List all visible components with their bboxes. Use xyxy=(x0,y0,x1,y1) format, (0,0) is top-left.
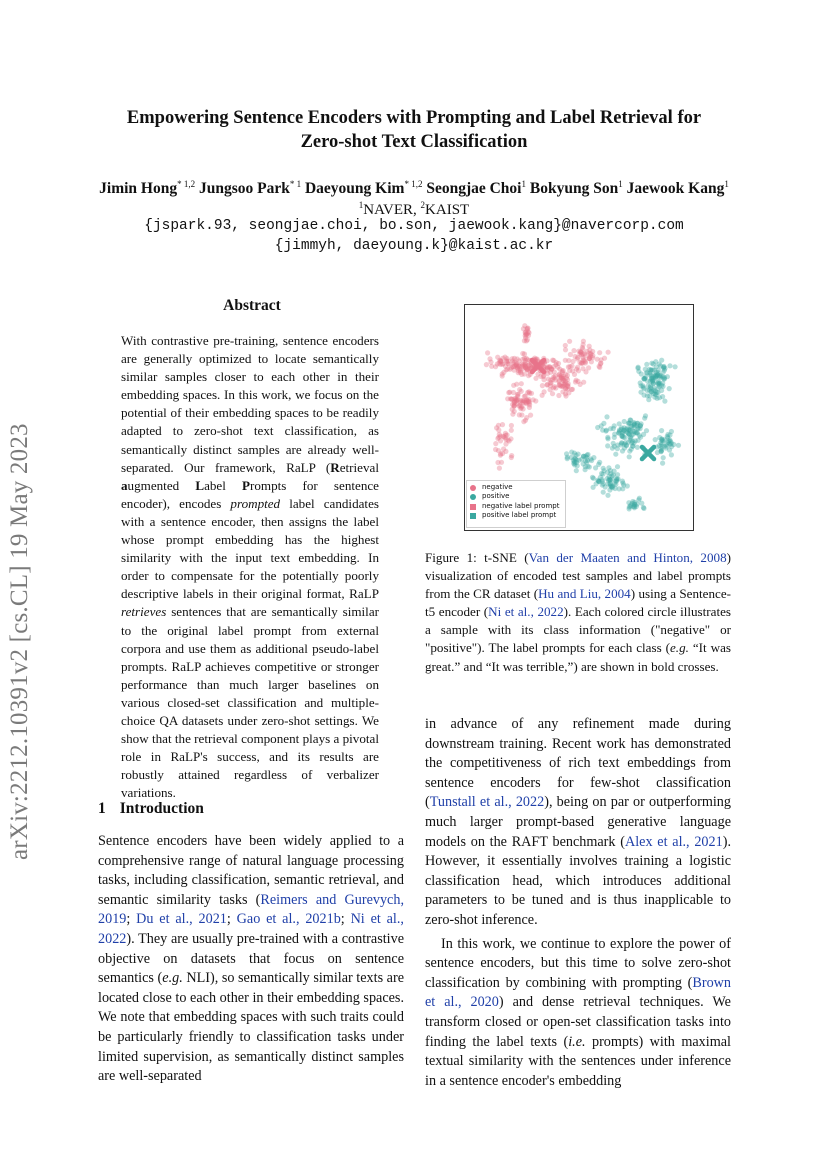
legend-label: positive xyxy=(482,492,510,501)
emphasis: prompted xyxy=(230,495,281,511)
scatter-point xyxy=(565,455,570,460)
scatter-point xyxy=(556,393,561,398)
citation-link[interactable]: Ni et al., 2022 xyxy=(98,911,404,947)
intro-text-part: Sentence encoders have been widely applied to a comprehensive range of natural language processing tasks, including classification, semantic retrieval, and semantic similarity tasks ( xyxy=(98,833,404,908)
scatter-point xyxy=(605,493,610,498)
citation-link[interactable]: Brown et al., 2020 xyxy=(425,974,731,1011)
scatter-point xyxy=(617,421,622,426)
scatter-point xyxy=(635,445,640,450)
scatter-point xyxy=(643,367,648,372)
scatter-point xyxy=(498,451,503,456)
scatter-point xyxy=(638,390,643,395)
introduction-text xyxy=(98,832,404,1087)
scatter-point xyxy=(542,389,547,394)
scatter-point xyxy=(553,385,558,390)
scatter-point xyxy=(660,461,665,466)
scatter-point xyxy=(622,428,627,433)
scatter-point xyxy=(636,497,641,502)
scatter-point xyxy=(493,441,498,446)
scatter-point xyxy=(613,486,618,491)
scatter-point xyxy=(567,364,572,369)
body-text-part: ), being on par or outperforming much larger prompt-based generative language models on the RAFT benchmark ( xyxy=(425,794,731,850)
scatter-point xyxy=(495,460,500,465)
scatter-point xyxy=(601,466,606,471)
scatter-point xyxy=(676,443,681,448)
legend-marker xyxy=(470,494,476,500)
emphasis: e.g. xyxy=(162,970,183,987)
scatter-point xyxy=(585,464,590,469)
scatter-point xyxy=(622,419,627,424)
scatter-point xyxy=(639,371,644,376)
scatter-point xyxy=(568,352,573,357)
emphasis: e.g. xyxy=(670,640,689,656)
scatter-point xyxy=(653,392,658,397)
scatter-point xyxy=(649,386,654,391)
scatter-point xyxy=(563,347,568,352)
scatter-point xyxy=(642,376,647,381)
scatter-point xyxy=(563,372,568,377)
scatter-point xyxy=(571,359,576,364)
scatter-point xyxy=(569,450,574,455)
caption-text-part: “It was great.” and “It was terrible,”) are shown in bold crosses. xyxy=(425,640,731,674)
arxiv-stamp: arXiv:2212.10391v2 [cs.CL] 19 May 2023 xyxy=(6,423,33,860)
intro-text-part: NLI), so semantically similar texts are located close to each other in their embedding spaces. We note that embedding spaces with such traits could be particularly friendly to classification tasks under limited supervision, as semantically distinct samples are well-separated xyxy=(98,970,405,1085)
author-affiliation-mark: * 1,2 xyxy=(404,179,423,189)
section-number: 1 xyxy=(98,800,106,817)
acronym-letter: P xyxy=(242,477,251,493)
citation-link[interactable]: Hu and Liu, 2004 xyxy=(538,586,631,602)
scatter-point xyxy=(593,465,598,470)
body-text-part: ) and dense retrieval techniques. We transform closed or open-set classification tasks into finding the label texts ( xyxy=(425,994,731,1050)
scatter-point xyxy=(589,458,594,463)
scatter-point xyxy=(665,432,670,437)
legend-marker xyxy=(470,504,476,510)
scatter-point xyxy=(523,400,528,405)
scatter-point xyxy=(500,373,505,378)
scatter-point xyxy=(653,437,658,442)
scatter-point xyxy=(566,358,571,363)
title-line-2: Zero-shot Text Classification xyxy=(300,132,528,152)
scatter-point xyxy=(656,367,661,372)
scatter-point xyxy=(545,382,550,387)
scatter-point xyxy=(533,376,538,381)
scatter-point xyxy=(634,423,639,428)
scatter-point xyxy=(503,441,508,446)
scatter-point xyxy=(495,361,500,366)
paragraph xyxy=(425,935,731,1092)
scatter-point xyxy=(620,481,625,486)
scatter-point xyxy=(574,468,579,473)
legend-item-positive xyxy=(470,492,562,501)
citation-link[interactable]: Du et al., 2021 xyxy=(136,911,227,928)
author-name: Seongjae Choi xyxy=(426,180,522,198)
scatter-point xyxy=(551,358,556,363)
scatter-point xyxy=(653,359,658,364)
abstract-text-part: label candidates with a sentence encoder, then assigns the label whose prompt embedding has the highest similarity with the input text embedding. In order to compensate for the potentially poorly descriptive labels in their original format, RaLP xyxy=(121,495,379,602)
scatter-point xyxy=(493,447,498,452)
section-heading-introduction xyxy=(98,800,204,818)
scatter-point xyxy=(599,357,604,362)
scatter-point xyxy=(662,437,667,442)
email-line-naver[interactable]: {jspark.93, seongjae.choi, bo.son, jaewook.kang}@navercorp.com xyxy=(144,218,684,234)
scatter-point xyxy=(509,428,514,433)
scatter-point xyxy=(620,486,625,491)
scatter-point xyxy=(659,383,664,388)
scatter-point xyxy=(580,351,585,356)
author-name: Jaewook Kang xyxy=(626,180,725,198)
affiliation-mark: 1 xyxy=(358,200,364,210)
abstract-text-part: etrieval xyxy=(339,459,379,475)
scatter-point xyxy=(533,398,538,403)
legend-item-negative-prompt xyxy=(470,502,562,511)
scatter-point xyxy=(597,350,602,355)
abstract-text-part: rompts for sentence encoder), encodes xyxy=(121,477,379,511)
scatter-point xyxy=(603,484,608,489)
abstract-text-part: With contrastive pre-training, sentence encoders are generally optimized to locate semantically similar samples closer to each other in their embedding spaces. In this work, we focus on the potential of their embedding spaces to be readily adapted to zero-shot text classification, as semantically distinct samples are already well-separated. Our framework, RaLP ( xyxy=(121,333,379,475)
caption-text-part: ) visualization of encoded test samples and label prompts from the CR dataset ( xyxy=(425,550,731,602)
author-name: Jimin Hong xyxy=(99,180,178,198)
scatter-point xyxy=(518,400,523,405)
scatter-point xyxy=(608,481,613,486)
intro-text-part: ). They are usually pre-trained with a contrastive objective on datasets that focus on sentence semantics ( xyxy=(98,930,404,987)
right-column-text xyxy=(425,715,731,1091)
body-text-part: ). However, it essentially involves training a logistic classification head, which introduces additional parameters to be tuned and is thus inapplicable to zero-shot inference. xyxy=(425,833,731,928)
scatter-point xyxy=(589,359,594,364)
citation-link[interactable]: Reimers and Gurevych, 2019 xyxy=(98,891,404,928)
scatter-point xyxy=(604,414,609,419)
figure-caption xyxy=(425,549,731,676)
scatter-point xyxy=(627,449,632,454)
scatter-point xyxy=(597,460,602,465)
scatter-point xyxy=(657,374,662,379)
scatter-point xyxy=(585,452,590,457)
scatter-point xyxy=(647,370,652,375)
scatter-point xyxy=(620,448,625,453)
scatter-point xyxy=(631,440,636,445)
scatter-point xyxy=(565,384,570,389)
caption-text-part: Figure 1: t-SNE ( xyxy=(425,550,529,565)
scatter-point xyxy=(528,413,533,418)
scatter-point xyxy=(667,363,672,368)
citation-link[interactable]: Tunstall et al., 2022 xyxy=(429,794,545,811)
author-affiliation-mark: 1 xyxy=(618,179,623,189)
scatter-point xyxy=(626,420,631,425)
scatter-point xyxy=(662,366,667,371)
scatter-point xyxy=(519,381,524,386)
affiliation-mark: 2 xyxy=(420,200,426,210)
section-title: Introduction xyxy=(119,800,204,817)
scatter-point xyxy=(601,490,606,495)
scatter-point xyxy=(667,386,672,391)
scatter-point xyxy=(650,378,655,383)
intro-text-part: ; xyxy=(226,911,237,928)
scatter-point xyxy=(622,435,627,440)
scatter-point xyxy=(512,403,517,408)
scatter-point xyxy=(638,380,643,385)
scatter-point xyxy=(600,477,605,482)
scatter-point xyxy=(510,356,515,361)
scatter-point xyxy=(509,423,514,428)
abstract-text xyxy=(121,332,379,802)
scatter-point xyxy=(611,441,616,446)
scatter-point xyxy=(511,390,516,395)
author-affiliation-mark: * 1,2 xyxy=(177,179,196,189)
scatter-point xyxy=(497,466,502,471)
scatter-point xyxy=(617,430,622,435)
scatter-point xyxy=(522,338,527,343)
scatter-point xyxy=(489,364,494,369)
citation-link[interactable]: Alex et al., 2021 xyxy=(624,833,723,850)
abstract-text-part: ugmented xyxy=(127,477,196,493)
scatter-point xyxy=(540,383,545,388)
scatter-point xyxy=(636,365,641,370)
title-line-1: Empowering Sentence Encoders with Prompting and Label Retrieval for xyxy=(126,108,702,128)
email-line-kaist[interactable]: {jimmyh, daeyoung.k}@kaist.ac.kr xyxy=(274,238,554,254)
scatter-point xyxy=(605,443,610,448)
scatter-point xyxy=(571,348,576,353)
scatter-point xyxy=(512,409,517,414)
acronym-letter: R xyxy=(330,459,340,475)
scatter-point xyxy=(576,379,581,384)
scatter-point xyxy=(503,355,508,360)
scatter-point xyxy=(662,376,667,381)
legend-label: negative xyxy=(482,483,513,491)
scatter-point xyxy=(523,365,528,370)
scatter-point xyxy=(546,376,551,381)
citation-link[interactable]: Van der Maaten and Hinton, 2008 xyxy=(528,550,727,565)
scatter-point xyxy=(590,353,595,358)
scatter-point xyxy=(485,350,490,355)
scatter-point xyxy=(571,461,576,466)
intro-text-part: ; xyxy=(126,911,137,928)
author-affiliation-mark: 1 xyxy=(724,179,729,189)
acronym-letter: L xyxy=(195,477,205,493)
scatter-point xyxy=(673,364,678,369)
scatter-point xyxy=(528,364,533,369)
paragraph xyxy=(425,715,731,931)
acronym-letter: a xyxy=(121,477,128,493)
scatter-point xyxy=(659,428,664,433)
scatter-point xyxy=(612,432,617,437)
scatter-point xyxy=(501,446,506,451)
scatter-point xyxy=(634,430,639,435)
scatter-point xyxy=(661,455,666,460)
scatter-point xyxy=(570,387,575,392)
author-name: Jungsoo Park xyxy=(198,180,290,198)
scatter-point xyxy=(581,342,586,347)
scatter-point xyxy=(484,362,489,367)
citation-link[interactable]: Gao et al., 2021b xyxy=(236,911,341,928)
author-affiliation-mark: * 1 xyxy=(289,179,302,189)
scatter-point xyxy=(573,453,578,458)
scatter-point xyxy=(501,434,506,439)
scatter-point xyxy=(627,454,632,459)
citation-link[interactable]: Ni et al., 2022 xyxy=(488,604,564,620)
scatter-point xyxy=(519,412,524,417)
emphasis: retrieves xyxy=(121,604,167,620)
scatter-point xyxy=(567,339,572,344)
scatter-point xyxy=(669,452,674,457)
author-affiliation-mark: 1 xyxy=(521,179,526,189)
scatter-point xyxy=(523,331,528,336)
paper-title xyxy=(90,106,738,154)
body-text-part: In this work, we continue to explore the power of sentence encoders, but this time to solve zero-shot classification by combining with prompting ( xyxy=(425,935,731,991)
legend-label: positive label prompt xyxy=(482,511,557,520)
scatter-point xyxy=(601,421,606,426)
author-name: Bokyung Son xyxy=(529,180,619,198)
scatter-point xyxy=(541,377,546,382)
scatter-point xyxy=(505,367,510,372)
scatter-point xyxy=(582,358,587,363)
emphasis: i.e. xyxy=(568,1033,586,1050)
scatter-point xyxy=(560,378,565,383)
legend-marker xyxy=(470,513,476,519)
author-name: Daeyoung Kim xyxy=(304,180,405,198)
body-text-part: prompts) with maximal textual similarity with the sentences under inference in a sentence encoder's embedding xyxy=(425,1033,731,1089)
abstract-text-part: sentences that are semantically similar to the original label prompt from external corpora and use them as additional pseudo-label prompts. RaLP achieves competitive or stronger performance than much larger baselines on various closed-set classification and multiple-choice QA datasets under zero-shot settings. We show that the retrieval component plays a pivotal role in RaLP's success, and its results are robustly attained regardless of verbalizer variations. xyxy=(121,604,379,801)
scatter-point xyxy=(619,441,624,446)
scatter-point xyxy=(519,389,524,394)
scatter-point xyxy=(557,372,562,377)
scatter-point xyxy=(552,375,557,380)
scatter-point xyxy=(614,476,619,481)
scatter-point xyxy=(555,365,560,370)
caption-text-part: ) using a Sentence-t5 encoder ( xyxy=(425,586,731,620)
legend-marker xyxy=(470,485,476,491)
scatter-point xyxy=(526,373,531,378)
intro-text-part: ; xyxy=(340,911,351,928)
affiliation-kaist: KAIST xyxy=(425,202,470,218)
scatter-point xyxy=(615,464,620,469)
scatter-point xyxy=(628,436,633,441)
legend-item-negative xyxy=(470,483,562,492)
scatter-point xyxy=(520,351,525,356)
body-text-part: in advance of any refinement made during downstream training. Recent work has demonstrated the competitiveness of rich text embeddings from sentence encoders for few-shot classification ( xyxy=(425,716,731,811)
scatter-point xyxy=(496,428,501,433)
scatter-point xyxy=(520,357,525,362)
scatter-point xyxy=(603,428,608,433)
legend-item-positive-prompt xyxy=(470,511,562,520)
scatter-point xyxy=(632,504,637,509)
scatter-point xyxy=(498,438,503,443)
scatter-point xyxy=(583,369,588,374)
scatter-point xyxy=(573,354,578,359)
scatter-point xyxy=(605,435,610,440)
scatter-point xyxy=(641,506,646,511)
scatter-point xyxy=(515,356,520,361)
scatter-point xyxy=(496,423,501,428)
scatter-point xyxy=(659,358,664,363)
affiliation-naver: NAVER, xyxy=(363,202,421,218)
caption-text-part: ). Each colored circle illustrates a sample with its class information ("negative" or "positive"). The label prompts for each class ( xyxy=(425,604,732,656)
legend-label: negative label prompt xyxy=(482,501,560,510)
scatter-point xyxy=(526,389,531,394)
scatter-point xyxy=(606,350,611,355)
scatter-point xyxy=(642,416,647,421)
scatter-point xyxy=(667,438,672,443)
scatter-point xyxy=(608,468,613,473)
scatter-point xyxy=(575,365,580,370)
figure-legend xyxy=(466,480,566,528)
scatter-point xyxy=(509,453,514,458)
scatter-point xyxy=(662,399,667,404)
scatter-point xyxy=(547,364,552,369)
scatter-point xyxy=(646,397,651,402)
scatter-point xyxy=(522,394,527,399)
scatter-point xyxy=(523,418,528,423)
scatter-point xyxy=(581,380,586,385)
scatter-point xyxy=(644,362,649,367)
scatter-point xyxy=(514,382,519,387)
abstract-text-part: abel xyxy=(204,477,243,493)
scatter-point xyxy=(613,452,618,457)
abstract-heading: Abstract xyxy=(223,297,281,314)
